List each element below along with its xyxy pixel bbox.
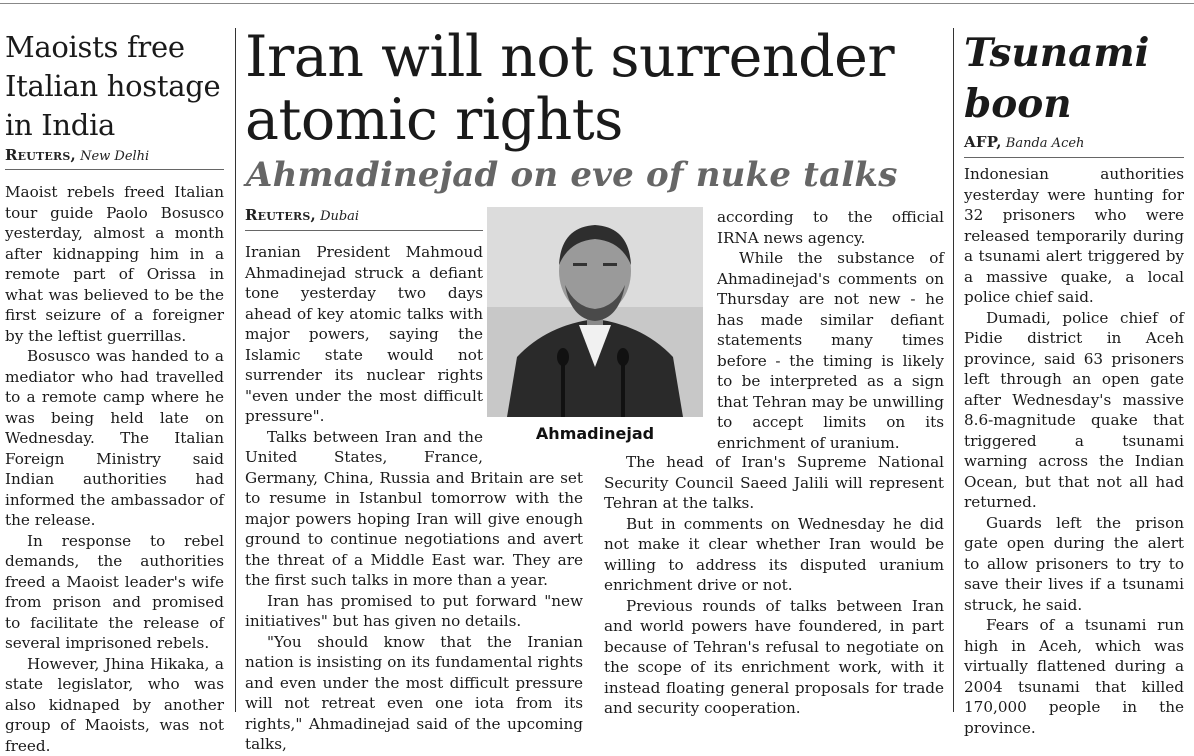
right-paragraph: Fears of a tsunami run high in Aceh, which was virtually flattened during a 2004 tsunami that killed 170,000 people in the province.: [964, 615, 1184, 738]
left-byline-rule: [5, 169, 224, 170]
main-byline: [245, 207, 483, 231]
main-paragraph: While the substance of Ahmadinejad's comments on Thursday are not new - he has made similar defiant statements many times before - the timing is likely to be interpreted as a sign that Tehran may be unwilling to accept limits on its enrichment of uranium.: [717, 248, 944, 453]
right-story: [964, 28, 1184, 738]
main-paragraph: Talks between Iran and the United States, France, Germany, China, Russia and Britain are set to resume in Istanbul tomorrow with the major powers hoping Iran will give enough ground to continue negotiations and avert the threat of a Middle East war. They are the first such talks in more than a year.: [245, 427, 583, 591]
main-paragraph: Previous rounds of talks between Iran and world powers have foundered, in part because of Tehran's refusal to negotiate on the scope of its enrichment work, with it instead floating general proposals for trade and security cooperation.: [604, 596, 944, 719]
main-column-2-top: [717, 207, 944, 453]
main-headline: Iran will not surrender atomic rights: [245, 26, 945, 152]
main-paragraph: "You should know that the Iranian nation is insisting on its fundamental rights and even under the most difficult pressure will not retreat even one iota from its rights," Ahmadinejad said of the upcoming talks,: [245, 632, 583, 755]
left-story: [5, 28, 224, 756]
main-subheadline: Ahmadinejad on eve of nuke talks: [246, 155, 946, 195]
left-paragraph: However, Jhina Hikaka, a state legislator, who was also kidnaped by another group of Maoists, was not freed.: [5, 654, 224, 756]
right-paragraph: Dumadi, police chief of Pidie district in Aceh province, said 63 prisoners left through an open gate after Wednesday's massive 8.6-magnitude quake that triggered a tsunami warning across the Indian Ocean, but that not all had returned.: [964, 308, 1184, 513]
photo-caption: Ahmadinejad: [487, 424, 703, 443]
left-headline: Maoists free Italian hostage in India: [5, 28, 224, 145]
right-body: [964, 164, 1184, 738]
right-place: Banda Aceh: [1006, 136, 1085, 151]
ahmadinejad-photo: [487, 207, 703, 417]
right-headline: Tsunami boon: [964, 28, 1184, 130]
left-paragraph: In response to rebel demands, the authorities freed a Maoist leader's wife from prison and promised to facilitate the release of several imprisoned rebels.: [5, 531, 224, 654]
main-paragraph: The head of Iran's Supreme National Security Council Saeed Jalili will represent Tehran at the talks.: [604, 452, 944, 514]
right-paragraph: Indonesian authorities yesterday were hunting for 32 prisoners who were released temporarily during a tsunami alert triggered by a massive quake, a local police chief said.: [964, 164, 1184, 308]
column-divider-right: [953, 28, 954, 712]
right-agency: AFP,: [964, 133, 1002, 151]
right-byline-rule: [964, 157, 1184, 158]
main-paragraph: But in comments on Wednesday he did not make it clear whether Iran would be willing to address its disputed uranium enrichment drive or not.: [604, 514, 944, 596]
main-paragraph: according to the official IRNA news agency.: [717, 207, 944, 248]
main-byline-rule: [245, 230, 483, 231]
left-body: [5, 182, 224, 756]
column-divider-left: [235, 28, 236, 712]
top-rule: [0, 3, 1194, 4]
left-paragraph: Bosusco was handed to a mediator who had travelled to a remote camp where he was being held late on Wednesday. The Italian Foreign Ministry said Indian authorities had informed the ambassador of the release.: [5, 346, 224, 531]
left-paragraph: Maoist rebels freed Italian tour guide Paolo Bosusco yesterday, almost a month after kidnapping him in a remote part of Orissa in what was believed to be the first seizure of a foreigner by the leftist guerrillas.: [5, 182, 224, 346]
right-byline: [964, 134, 1184, 152]
main-place: Dubai: [320, 209, 359, 224]
portrait-illustration: [487, 207, 703, 417]
right-paragraph: Guards left the prison gate open during the alert to allow prisoners to try to save their lives if a tsunami struck, he said.: [964, 513, 1184, 616]
left-byline: [5, 147, 224, 165]
left-place: New Delhi: [80, 149, 149, 164]
main-paragraph: Iran has promised to put forward "new initiatives" but has given no details.: [245, 591, 583, 632]
main-agency: Reuters,: [245, 206, 316, 224]
main-column-2-bottom: [604, 452, 944, 719]
left-agency: Reuters,: [5, 146, 76, 164]
main-paragraph: Iranian President Mahmoud Ahmadinejad struck a defiant tone yesterday two days ahead of key atomic talks with major powers, saying the Islamic state would not surrender its nuclear rights "even under the most difficult pressure".: [245, 242, 583, 427]
